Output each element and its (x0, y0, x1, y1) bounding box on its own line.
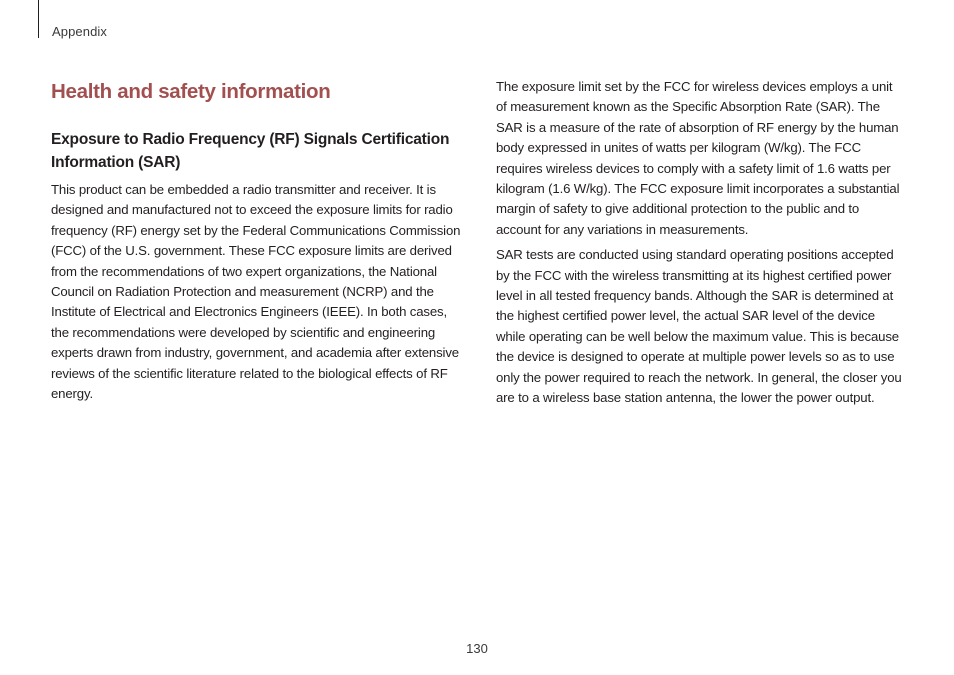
page-number: 130 (466, 641, 488, 656)
sar-intro-paragraph: This product can be embedded a radio transmitter and receiver. It is designed and manufactured not to exceed the exposure limits for radio frequency (RF) energy set by the Federal Communications Commission (FCC) of the U.S. government. These FCC exposure limits are derived from the recommendations of two expert organizations, the National Council on Radiation Protection and measurement (NCRP) and the Institute of Electrical and Electronics Engineers (IEEE). In both cases, the recommendations were developed by scientific and engineering experts drawn from industry, government, and academia after extensive reviews of the scientific literature related to the biological effects of RF energy. (51, 182, 461, 402)
margin-rule (38, 0, 39, 38)
right-column (496, 77, 906, 409)
left-column (51, 78, 461, 404)
sar-tests-paragraph: SAR tests are conducted using standard operating positions accepted by the FCC with the wireless transmitting at its highest certified power level in all tested frequency bands. Although the SAR is determined at the highest certified power level, the actual SAR level of the device while operating can be well below the maximum value. This is because the device is designed to operate at multiple power levels so as to use only the power required to reach the network. In general, the closer you are to a wireless base station antenna, the lower the power output. (496, 247, 902, 406)
exposure-limit-paragraph: The exposure limit set by the FCC for wireless devices employs a unit of measurement known as the Specific Absorption Rate (SAR). The SAR is a measure of the rate of absorption of RF energy by the human body expressed in unites of watts per kilogram (W/kg). The FCC requires wireless devices to comply with a safety limit of 1.6 watts per kilogram (1.6 W/kg). The FCC exposure limit incorporates a substantial margin of safety to give additional protection to the public and to account for any variations in measurements. (496, 79, 900, 237)
page-title: Health and safety information (51, 80, 331, 103)
section-label: Appendix (52, 24, 108, 39)
sar-subheading: Exposure to Radio Frequency (RF) Signals Certification Information (SAR) (51, 131, 450, 171)
